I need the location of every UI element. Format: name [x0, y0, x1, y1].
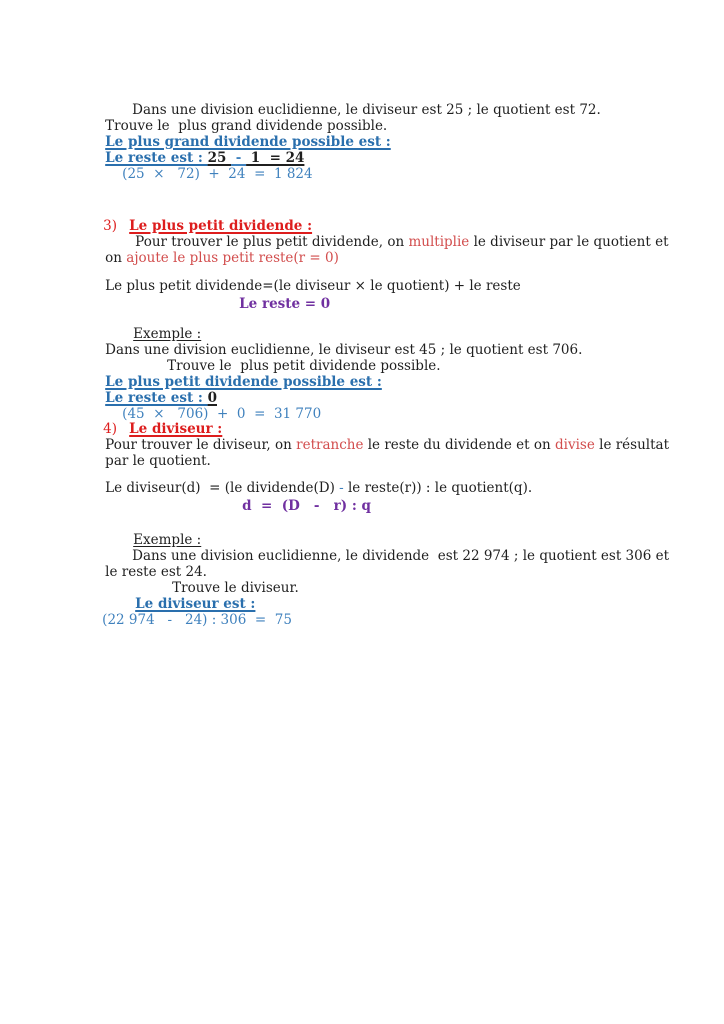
exercise2-task-text: Trouve le plus grand dividende possible. [105, 118, 388, 134]
section3-formula-note: Le reste = 0 [239, 296, 331, 312]
section3-formula: Le plus petit dividende=(le diviseur × le quotient) + le reste [105, 278, 521, 294]
section3-rule-part1: Pour trouver le plus petit dividende, on [135, 234, 409, 250]
exercise2-reste-dash: - [231, 150, 247, 166]
exercise2-reste-value-a: 25 [207, 150, 232, 166]
section4-calculation: (22 974 - 24) : 306 = 75 [102, 612, 292, 628]
section4-formula-part2: le reste(r)) : le quotient(q). [343, 480, 533, 496]
section4-number: 4) [103, 421, 118, 437]
section3-example-intro: Dans une division euclidienne, le diviseur est 45 ; le quotient est 706. [105, 342, 583, 358]
section4-rule-red1: retranche [296, 437, 364, 453]
exercise2-intro-text: Dans une division euclidienne, le diviseur est 25 ; le quotient est 72. [132, 102, 601, 118]
section4-formula-dash: - [339, 480, 344, 496]
section4-rule-part1: Pour trouver le diviseur, on [105, 437, 297, 453]
section3-rule-part2: le diviseur par le quotient et [469, 234, 669, 250]
section3-formula-note-line [222, 280, 330, 328]
section4-formula-part1: Le diviseur(d) = (le dividende(D) [105, 480, 340, 496]
section3-answer-heading: Le plus petit dividende possible est : [105, 374, 382, 390]
section3-verification: (45 × 706) + 0 = 31 770 [122, 406, 322, 422]
exercise2-reste-label: Le reste est : [105, 150, 208, 166]
section4-formula-short-line [225, 482, 371, 530]
section4-rule-part3: le résultat [594, 437, 670, 453]
section3-rule-red1: multiplie [408, 234, 470, 250]
section3-rule-part3: on [105, 250, 127, 266]
section4-example-task: Trouve le diviseur. [172, 580, 299, 596]
section3-example-task: Trouve le plus petit dividende possible. [167, 358, 441, 374]
section3-number: 3) [103, 218, 118, 234]
section4-answer-heading: Le diviseur est : [135, 596, 256, 612]
exercise2-reste-value-b: 1 = 24 [246, 150, 305, 166]
section4-example-label: Exemple : [133, 532, 202, 548]
exercise2-answer-heading: Le plus grand dividende possible est : [105, 134, 391, 150]
section3-rule-red2: ajoute le plus petit reste(r = 0) [126, 250, 339, 266]
section3-title: Le plus petit dividende : [129, 218, 313, 234]
section3-reste-value: 0 [207, 390, 217, 406]
section4-rule-part2: le reste du dividende et on [363, 437, 556, 453]
section4-example-intro2: le reste est 24. [105, 564, 207, 580]
section4-calculation-line [85, 596, 292, 644]
exercise2-verification: (25 × 72) + 24 = 1 824 [122, 166, 313, 182]
section4-rule-part4: par le quotient. [105, 453, 211, 469]
section4-example-intro1: Dans une division euclidienne, le dividende est 22 974 ; le quotient est 306 et [132, 548, 670, 564]
section3-reste-label: Le reste est : [105, 390, 208, 406]
section4-title: Le diviseur : [129, 421, 223, 437]
section4-rule-red2: divise [555, 437, 595, 453]
section4-formula-short: d = (D - r) : q [242, 498, 371, 514]
section3-example-label: Exemple : [133, 326, 202, 342]
exercise2-verification-line [105, 150, 313, 198]
